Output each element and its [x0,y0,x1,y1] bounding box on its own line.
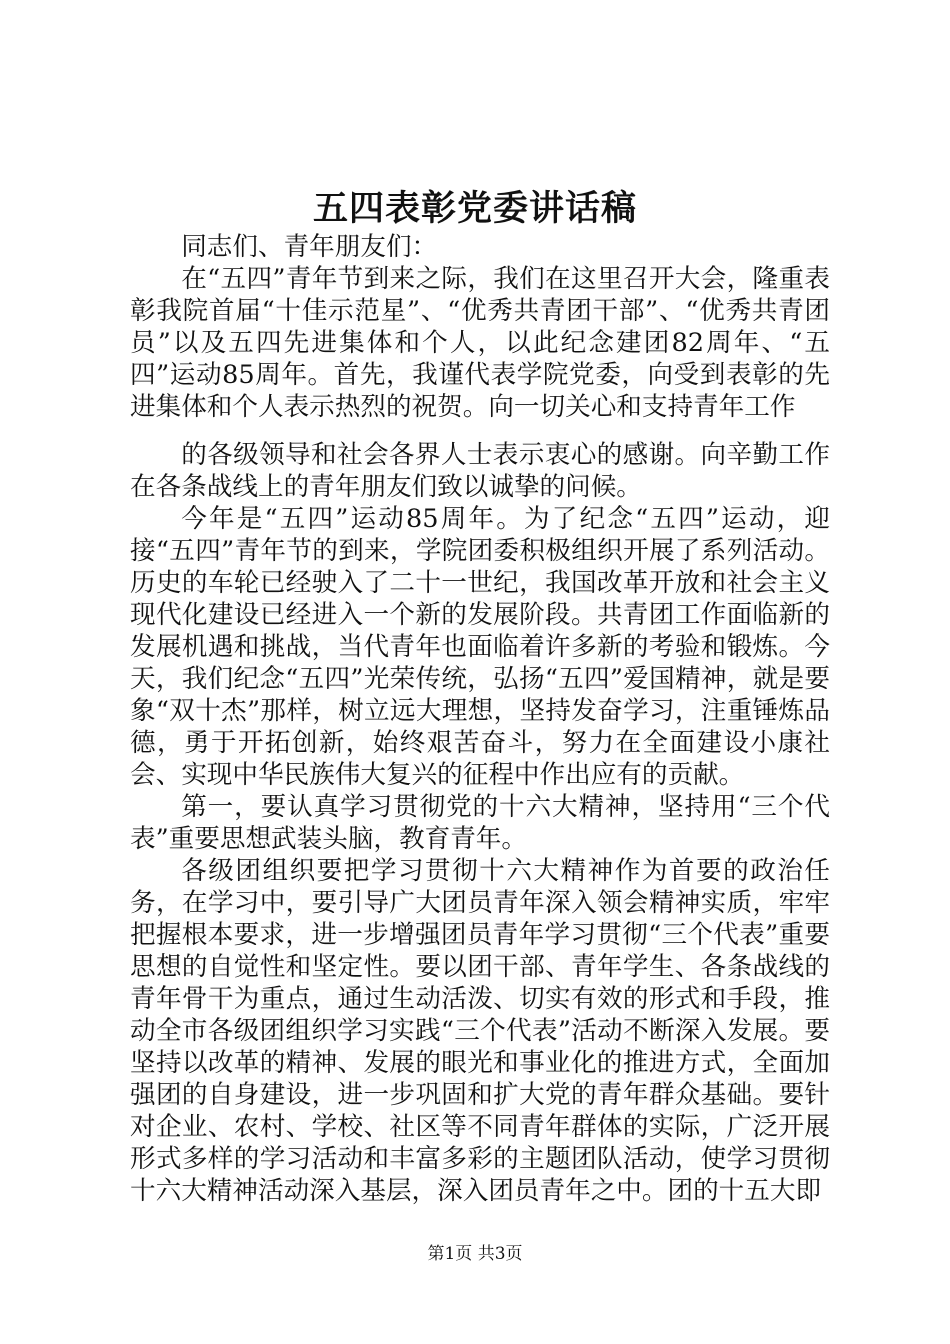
document-body [130,231,830,1207]
body-paragraph: 今年是“五四”运动85周年。为了纪念“五四”运动，迎接“五四”青年节的到来，学院团委积极组织开展了系列活动。历史的车轮已经驶入了二十一世纪，我国改革开放和社会主义现代化建设已经进入一个新的发展阶段。共青团工作面临新的发展机遇和挑战，当代青年也面临着许多新的考验和锻炼。今天，我们纪念“五四”光荣传统，弘扬“五四”爱国精神，就是要象“双十杰”那样，树立远大理想，坚持发奋学习，注重锤炼品德，勇于开拓创新，始终艰苦奋斗，努力在全面建设小康社会、实现中华民族伟大复兴的征程中作出应有的贡献。 [130,504,830,790]
body-paragraph: 各级团组织要把学习贯彻十六大精神作为首要的政治任务，在学习中，要引导广大团员青年深入领会精神实质，牢牢把握根本要求，进一步增强团员青年学习贯彻“三个代表”重要思想的自觉性和坚定性。要以团干部、青年学生、各条战线的青年骨干为重点，通过生动活泼、切实有效的形式和手段，推动全市各级团组织学习实践“三个代表”活动不断深入发展。要坚持以改革的精神、发展的眼光和事业化的推进方式，全面加强团的自身建设，进一步巩固和扩大党的青年群众基础。要针对企业、农村、学校、社区等不同青年群体的实际，广泛开展形式多样的学习活动和丰富多彩的主题团队活动，使学习贯彻十六大精神活动深入基层，深入团员青年之中。团的十五大即 [130,856,830,1206]
body-paragraph: 第一，要认真学习贯彻党的十六大精神，坚持用“三个代表”重要思想武装头脑，教育青年。 [130,792,830,854]
body-paragraph: 的各级领导和社会各界人士表示衷心的感谢。向辛勤工作在各条战线上的青年朋友们致以诚挚的问候。 [130,440,830,502]
document-title: 五四表彰党委讲话稿 [312,188,637,229]
page-number-footer: 第1页 共3页 [427,1244,523,1264]
salutation-paragraph: 同志们、青年朋友们： [181,232,438,262]
body-paragraph: 在“五四”青年节到来之际，我们在这里召开大会，隆重表彰我院首届“十佳示范星”、“优秀共青团干部”、“优秀共青团员”以及五四先进集体和个人，以此纪念建团82周年、“五四”运动85周年。首先，我谨代表学院党委，向受到表彰的先进集体和个人表示热烈的祝贺。向一切关心和支持青年工作 [130,264,830,422]
